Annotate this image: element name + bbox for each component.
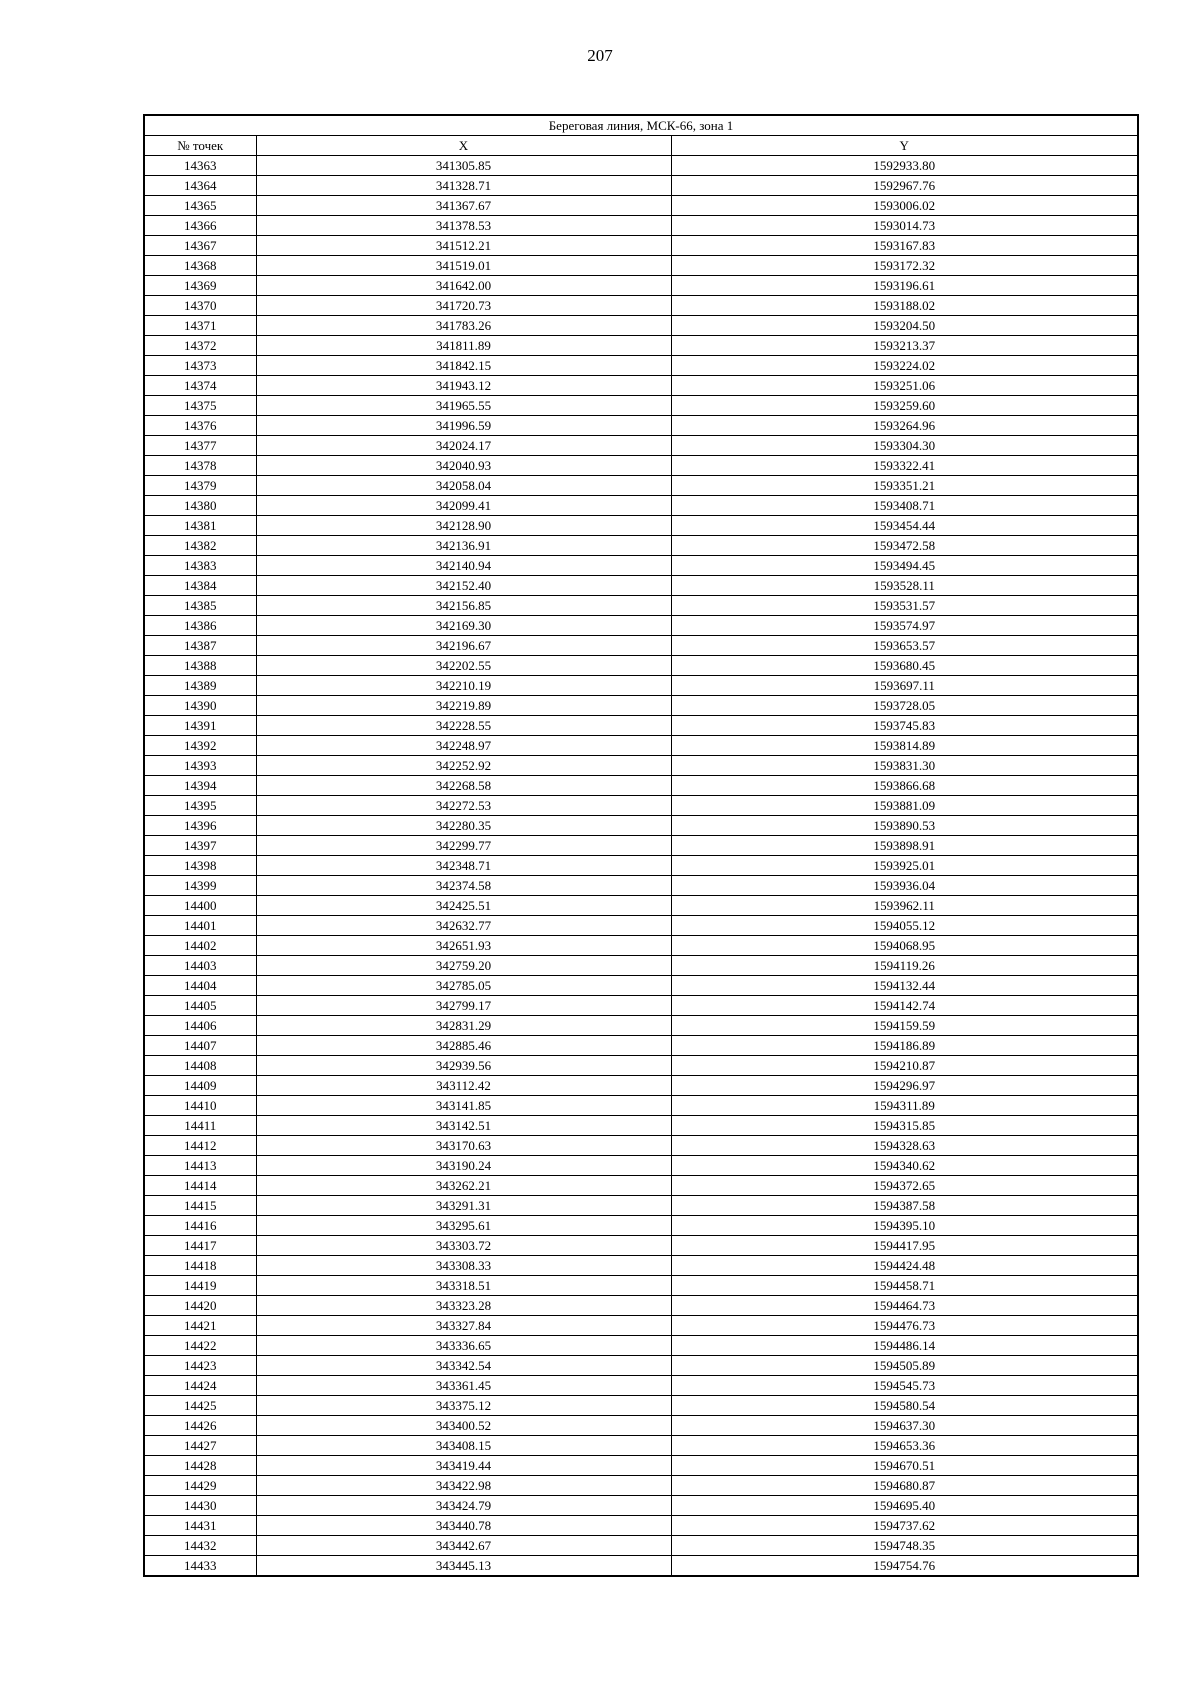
cell-y: 1593006.02 xyxy=(671,196,1138,216)
cell-x: 342885.46 xyxy=(256,1036,671,1056)
cell-y: 1593866.68 xyxy=(671,776,1138,796)
cell-point-number: 14364 xyxy=(144,176,256,196)
cell-y: 1594486.14 xyxy=(671,1336,1138,1356)
cell-point-number: 14385 xyxy=(144,596,256,616)
table-row xyxy=(144,756,1138,776)
cell-y: 1592967.76 xyxy=(671,176,1138,196)
table-row xyxy=(144,1456,1138,1476)
cell-x: 343422.98 xyxy=(256,1476,671,1496)
cell-x: 342040.93 xyxy=(256,456,671,476)
cell-y: 1593188.02 xyxy=(671,296,1138,316)
cell-point-number: 14413 xyxy=(144,1156,256,1176)
table-row xyxy=(144,736,1138,756)
table-row xyxy=(144,596,1138,616)
cell-point-number: 14419 xyxy=(144,1276,256,1296)
coordinates-table xyxy=(143,114,1139,1577)
table-row xyxy=(144,196,1138,216)
cell-y: 1594737.62 xyxy=(671,1516,1138,1536)
cell-point-number: 14415 xyxy=(144,1196,256,1216)
table-row xyxy=(144,1536,1138,1556)
cell-point-number: 14363 xyxy=(144,156,256,176)
cell-y: 1593936.04 xyxy=(671,876,1138,896)
cell-x: 343375.12 xyxy=(256,1396,671,1416)
cell-y: 1593351.21 xyxy=(671,476,1138,496)
table-row xyxy=(144,1496,1138,1516)
cell-y: 1593653.57 xyxy=(671,636,1138,656)
table-row xyxy=(144,1096,1138,1116)
cell-y: 1594311.89 xyxy=(671,1096,1138,1116)
cell-x: 342348.71 xyxy=(256,856,671,876)
cell-x: 343327.84 xyxy=(256,1316,671,1336)
cell-x: 342152.40 xyxy=(256,576,671,596)
cell-x: 343112.42 xyxy=(256,1076,671,1096)
cell-y: 1594754.76 xyxy=(671,1556,1138,1577)
column-header-x: X xyxy=(256,136,671,156)
table-row xyxy=(144,276,1138,296)
cell-y: 1593745.83 xyxy=(671,716,1138,736)
cell-x: 342024.17 xyxy=(256,436,671,456)
cell-x: 343336.65 xyxy=(256,1336,671,1356)
cell-x: 342759.20 xyxy=(256,956,671,976)
cell-y: 1594328.63 xyxy=(671,1136,1138,1156)
cell-point-number: 14433 xyxy=(144,1556,256,1577)
cell-point-number: 14395 xyxy=(144,796,256,816)
cell-y: 1594119.26 xyxy=(671,956,1138,976)
cell-y: 1593728.05 xyxy=(671,696,1138,716)
table-row xyxy=(144,836,1138,856)
table-row xyxy=(144,1036,1138,1056)
cell-x: 341328.71 xyxy=(256,176,671,196)
cell-x: 341811.89 xyxy=(256,336,671,356)
cell-y: 1594505.89 xyxy=(671,1356,1138,1376)
cell-x: 342058.04 xyxy=(256,476,671,496)
cell-x: 342799.17 xyxy=(256,996,671,1016)
cell-x: 342425.51 xyxy=(256,896,671,916)
cell-x: 343318.51 xyxy=(256,1276,671,1296)
table-row xyxy=(144,716,1138,736)
table-row xyxy=(144,556,1138,576)
cell-point-number: 14399 xyxy=(144,876,256,896)
cell-y: 1593528.11 xyxy=(671,576,1138,596)
cell-y: 1593472.58 xyxy=(671,536,1138,556)
cell-x: 342632.77 xyxy=(256,916,671,936)
cell-y: 1594680.87 xyxy=(671,1476,1138,1496)
cell-y: 1594670.51 xyxy=(671,1456,1138,1476)
cell-y: 1594545.73 xyxy=(671,1376,1138,1396)
cell-y: 1594653.36 xyxy=(671,1436,1138,1456)
cell-x: 343442.67 xyxy=(256,1536,671,1556)
page-number: 207 xyxy=(587,46,613,65)
cell-y: 1594296.97 xyxy=(671,1076,1138,1096)
cell-point-number: 14388 xyxy=(144,656,256,676)
cell-x: 342248.97 xyxy=(256,736,671,756)
cell-point-number: 14394 xyxy=(144,776,256,796)
cell-x: 342374.58 xyxy=(256,876,671,896)
table-row xyxy=(144,356,1138,376)
cell-x: 342210.19 xyxy=(256,676,671,696)
cell-y: 1593259.60 xyxy=(671,396,1138,416)
cell-x: 343190.24 xyxy=(256,1156,671,1176)
cell-point-number: 14414 xyxy=(144,1176,256,1196)
table-body xyxy=(144,156,1138,1577)
cell-point-number: 14374 xyxy=(144,376,256,396)
cell-point-number: 14409 xyxy=(144,1076,256,1096)
cell-point-number: 14384 xyxy=(144,576,256,596)
cell-x: 342272.53 xyxy=(256,796,671,816)
cell-x: 342136.91 xyxy=(256,536,671,556)
table-caption: Береговая линия, МСК-66, зона 1 xyxy=(144,115,1138,136)
cell-point-number: 14429 xyxy=(144,1476,256,1496)
cell-x: 343295.61 xyxy=(256,1216,671,1236)
cell-y: 1594372.65 xyxy=(671,1176,1138,1196)
table-row xyxy=(144,1236,1138,1256)
cell-point-number: 14405 xyxy=(144,996,256,1016)
cell-point-number: 14396 xyxy=(144,816,256,836)
cell-x: 342196.67 xyxy=(256,636,671,656)
table-row xyxy=(144,1556,1138,1577)
table-row xyxy=(144,656,1138,676)
table-row xyxy=(144,856,1138,876)
cell-x: 341378.53 xyxy=(256,216,671,236)
table-row xyxy=(144,816,1138,836)
table-header-row xyxy=(144,136,1138,156)
cell-y: 1594055.12 xyxy=(671,916,1138,936)
cell-x: 343291.31 xyxy=(256,1196,671,1216)
table-row xyxy=(144,296,1138,316)
cell-point-number: 14432 xyxy=(144,1536,256,1556)
table-row xyxy=(144,776,1138,796)
cell-point-number: 14369 xyxy=(144,276,256,296)
cell-x: 341943.12 xyxy=(256,376,671,396)
table-row xyxy=(144,376,1138,396)
cell-x: 341996.59 xyxy=(256,416,671,436)
cell-point-number: 14379 xyxy=(144,476,256,496)
cell-point-number: 14403 xyxy=(144,956,256,976)
cell-x: 342219.89 xyxy=(256,696,671,716)
cell-x: 341965.55 xyxy=(256,396,671,416)
table-row xyxy=(144,636,1138,656)
table-row xyxy=(144,956,1138,976)
cell-point-number: 14426 xyxy=(144,1416,256,1436)
table-row xyxy=(144,176,1138,196)
cell-point-number: 14382 xyxy=(144,536,256,556)
cell-point-number: 14417 xyxy=(144,1236,256,1256)
cell-point-number: 14404 xyxy=(144,976,256,996)
cell-y: 1593251.06 xyxy=(671,376,1138,396)
cell-y: 1594142.74 xyxy=(671,996,1138,1016)
cell-x: 342651.93 xyxy=(256,936,671,956)
cell-point-number: 14422 xyxy=(144,1336,256,1356)
cell-point-number: 14370 xyxy=(144,296,256,316)
cell-point-number: 14420 xyxy=(144,1296,256,1316)
cell-x: 341305.85 xyxy=(256,156,671,176)
table-row xyxy=(144,796,1138,816)
cell-x: 343440.78 xyxy=(256,1516,671,1536)
table-row xyxy=(144,396,1138,416)
table-row xyxy=(144,236,1138,256)
table-row xyxy=(144,976,1138,996)
cell-x: 343342.54 xyxy=(256,1356,671,1376)
cell-point-number: 14418 xyxy=(144,1256,256,1276)
cell-point-number: 14390 xyxy=(144,696,256,716)
cell-point-number: 14386 xyxy=(144,616,256,636)
cell-x: 342202.55 xyxy=(256,656,671,676)
table-row xyxy=(144,1476,1138,1496)
cell-point-number: 14373 xyxy=(144,356,256,376)
cell-point-number: 14423 xyxy=(144,1356,256,1376)
cell-y: 1594417.95 xyxy=(671,1236,1138,1256)
cell-y: 1593890.53 xyxy=(671,816,1138,836)
cell-point-number: 14383 xyxy=(144,556,256,576)
cell-point-number: 14377 xyxy=(144,436,256,456)
cell-point-number: 14411 xyxy=(144,1116,256,1136)
table-row xyxy=(144,1336,1138,1356)
cell-point-number: 14389 xyxy=(144,676,256,696)
cell-y: 1593962.11 xyxy=(671,896,1138,916)
table-row xyxy=(144,936,1138,956)
cell-x: 343361.45 xyxy=(256,1376,671,1396)
cell-point-number: 14392 xyxy=(144,736,256,756)
cell-point-number: 14407 xyxy=(144,1036,256,1056)
cell-x: 343445.13 xyxy=(256,1556,671,1577)
cell-point-number: 14398 xyxy=(144,856,256,876)
cell-y: 1594387.58 xyxy=(671,1196,1138,1216)
cell-x: 342140.94 xyxy=(256,556,671,576)
cell-x: 342169.30 xyxy=(256,616,671,636)
table-row xyxy=(144,1276,1138,1296)
cell-x: 343142.51 xyxy=(256,1116,671,1136)
cell-y: 1593574.97 xyxy=(671,616,1138,636)
column-header-y: Y xyxy=(671,136,1138,156)
cell-y: 1593304.30 xyxy=(671,436,1138,456)
cell-x: 342156.85 xyxy=(256,596,671,616)
cell-x: 342299.77 xyxy=(256,836,671,856)
cell-x: 342939.56 xyxy=(256,1056,671,1076)
cell-point-number: 14368 xyxy=(144,256,256,276)
cell-point-number: 14402 xyxy=(144,936,256,956)
cell-y: 1594210.87 xyxy=(671,1056,1138,1076)
cell-point-number: 14367 xyxy=(144,236,256,256)
table-row xyxy=(144,916,1138,936)
table-row xyxy=(144,1356,1138,1376)
cell-y: 1593014.73 xyxy=(671,216,1138,236)
table-row xyxy=(144,1376,1138,1396)
cell-point-number: 14408 xyxy=(144,1056,256,1076)
table-row xyxy=(144,616,1138,636)
cell-y: 1594424.48 xyxy=(671,1256,1138,1276)
cell-point-number: 14387 xyxy=(144,636,256,656)
table-row xyxy=(144,436,1138,456)
table-row xyxy=(144,476,1138,496)
cell-point-number: 14410 xyxy=(144,1096,256,1116)
cell-x: 342831.29 xyxy=(256,1016,671,1036)
cell-point-number: 14427 xyxy=(144,1436,256,1456)
cell-x: 342128.90 xyxy=(256,516,671,536)
table-row xyxy=(144,1116,1138,1136)
cell-y: 1593898.91 xyxy=(671,836,1138,856)
cell-point-number: 14391 xyxy=(144,716,256,736)
cell-y: 1594132.44 xyxy=(671,976,1138,996)
table-row xyxy=(144,316,1138,336)
table-row xyxy=(144,696,1138,716)
cell-x: 341783.26 xyxy=(256,316,671,336)
cell-y: 1593531.57 xyxy=(671,596,1138,616)
cell-y: 1594458.71 xyxy=(671,1276,1138,1296)
cell-x: 341512.21 xyxy=(256,236,671,256)
cell-point-number: 14412 xyxy=(144,1136,256,1156)
cell-y: 1594068.95 xyxy=(671,936,1138,956)
cell-y: 1593172.32 xyxy=(671,256,1138,276)
cell-y: 1594186.89 xyxy=(671,1036,1138,1056)
cell-y: 1594476.73 xyxy=(671,1316,1138,1336)
cell-y: 1593213.37 xyxy=(671,336,1138,356)
cell-point-number: 14378 xyxy=(144,456,256,476)
cell-x: 341642.00 xyxy=(256,276,671,296)
table-row xyxy=(144,1316,1138,1336)
cell-y: 1593831.30 xyxy=(671,756,1138,776)
table-row xyxy=(144,256,1138,276)
cell-y: 1593881.09 xyxy=(671,796,1138,816)
cell-x: 343323.28 xyxy=(256,1296,671,1316)
table-row xyxy=(144,896,1138,916)
table-row xyxy=(144,1216,1138,1236)
cell-point-number: 14393 xyxy=(144,756,256,776)
cell-point-number: 14380 xyxy=(144,496,256,516)
table-caption-row xyxy=(144,115,1138,136)
cell-x: 343170.63 xyxy=(256,1136,671,1156)
cell-y: 1593264.96 xyxy=(671,416,1138,436)
cell-y: 1594637.30 xyxy=(671,1416,1138,1436)
table-row xyxy=(144,1176,1138,1196)
cell-y: 1593204.50 xyxy=(671,316,1138,336)
table-row xyxy=(144,336,1138,356)
table-row xyxy=(144,1416,1138,1436)
cell-point-number: 14428 xyxy=(144,1456,256,1476)
column-header-point-number: № точек xyxy=(144,136,256,156)
cell-x: 343408.15 xyxy=(256,1436,671,1456)
cell-y: 1593322.41 xyxy=(671,456,1138,476)
cell-point-number: 14381 xyxy=(144,516,256,536)
cell-y: 1593196.61 xyxy=(671,276,1138,296)
cell-x: 342268.58 xyxy=(256,776,671,796)
cell-x: 342785.05 xyxy=(256,976,671,996)
table-row xyxy=(144,216,1138,236)
cell-x: 342280.35 xyxy=(256,816,671,836)
cell-y: 1592933.80 xyxy=(671,156,1138,176)
table-row xyxy=(144,536,1138,556)
cell-point-number: 14372 xyxy=(144,336,256,356)
table-row xyxy=(144,1016,1138,1036)
cell-y: 1593680.45 xyxy=(671,656,1138,676)
cell-point-number: 14421 xyxy=(144,1316,256,1336)
cell-x: 343141.85 xyxy=(256,1096,671,1116)
table-row xyxy=(144,996,1138,1016)
table-row xyxy=(144,516,1138,536)
cell-point-number: 14424 xyxy=(144,1376,256,1396)
cell-y: 1594315.85 xyxy=(671,1116,1138,1136)
cell-x: 343400.52 xyxy=(256,1416,671,1436)
cell-y: 1593224.02 xyxy=(671,356,1138,376)
cell-point-number: 14406 xyxy=(144,1016,256,1036)
cell-x: 343424.79 xyxy=(256,1496,671,1516)
cell-x: 342228.55 xyxy=(256,716,671,736)
cell-y: 1594748.35 xyxy=(671,1536,1138,1556)
cell-y: 1593454.44 xyxy=(671,516,1138,536)
cell-point-number: 14371 xyxy=(144,316,256,336)
cell-y: 1593814.89 xyxy=(671,736,1138,756)
cell-point-number: 14431 xyxy=(144,1516,256,1536)
cell-point-number: 14376 xyxy=(144,416,256,436)
table-row xyxy=(144,1056,1138,1076)
cell-y: 1593167.83 xyxy=(671,236,1138,256)
table-row xyxy=(144,1436,1138,1456)
table-row xyxy=(144,1396,1138,1416)
table-row xyxy=(144,1136,1138,1156)
table-row xyxy=(144,1196,1138,1216)
cell-y: 1593494.45 xyxy=(671,556,1138,576)
cell-point-number: 14425 xyxy=(144,1396,256,1416)
cell-point-number: 14400 xyxy=(144,896,256,916)
cell-x: 342099.41 xyxy=(256,496,671,516)
cell-x: 343262.21 xyxy=(256,1176,671,1196)
cell-y: 1594340.62 xyxy=(671,1156,1138,1176)
cell-x: 341367.67 xyxy=(256,196,671,216)
cell-x: 341720.73 xyxy=(256,296,671,316)
cell-point-number: 14401 xyxy=(144,916,256,936)
cell-y: 1593697.11 xyxy=(671,676,1138,696)
table-row xyxy=(144,496,1138,516)
cell-point-number: 14366 xyxy=(144,216,256,236)
cell-point-number: 14416 xyxy=(144,1216,256,1236)
cell-y: 1594695.40 xyxy=(671,1496,1138,1516)
cell-y: 1593925.01 xyxy=(671,856,1138,876)
table-row xyxy=(144,576,1138,596)
table-row xyxy=(144,1256,1138,1276)
table-row xyxy=(144,1156,1138,1176)
table-row xyxy=(144,1516,1138,1536)
cell-x: 341842.15 xyxy=(256,356,671,376)
cell-x: 343308.33 xyxy=(256,1256,671,1276)
cell-x: 343419.44 xyxy=(256,1456,671,1476)
table-row xyxy=(144,676,1138,696)
cell-y: 1594580.54 xyxy=(671,1396,1138,1416)
cell-point-number: 14365 xyxy=(144,196,256,216)
table-row xyxy=(144,1076,1138,1096)
table-row xyxy=(144,416,1138,436)
cell-y: 1594464.73 xyxy=(671,1296,1138,1316)
cell-x: 343303.72 xyxy=(256,1236,671,1256)
table-row xyxy=(144,1296,1138,1316)
cell-point-number: 14375 xyxy=(144,396,256,416)
cell-y: 1594395.10 xyxy=(671,1216,1138,1236)
cell-point-number: 14430 xyxy=(144,1496,256,1516)
cell-x: 342252.92 xyxy=(256,756,671,776)
cell-y: 1593408.71 xyxy=(671,496,1138,516)
table-row xyxy=(144,456,1138,476)
table-row xyxy=(144,156,1138,176)
cell-point-number: 14397 xyxy=(144,836,256,856)
cell-x: 341519.01 xyxy=(256,256,671,276)
table-row xyxy=(144,876,1138,896)
cell-y: 1594159.59 xyxy=(671,1016,1138,1036)
